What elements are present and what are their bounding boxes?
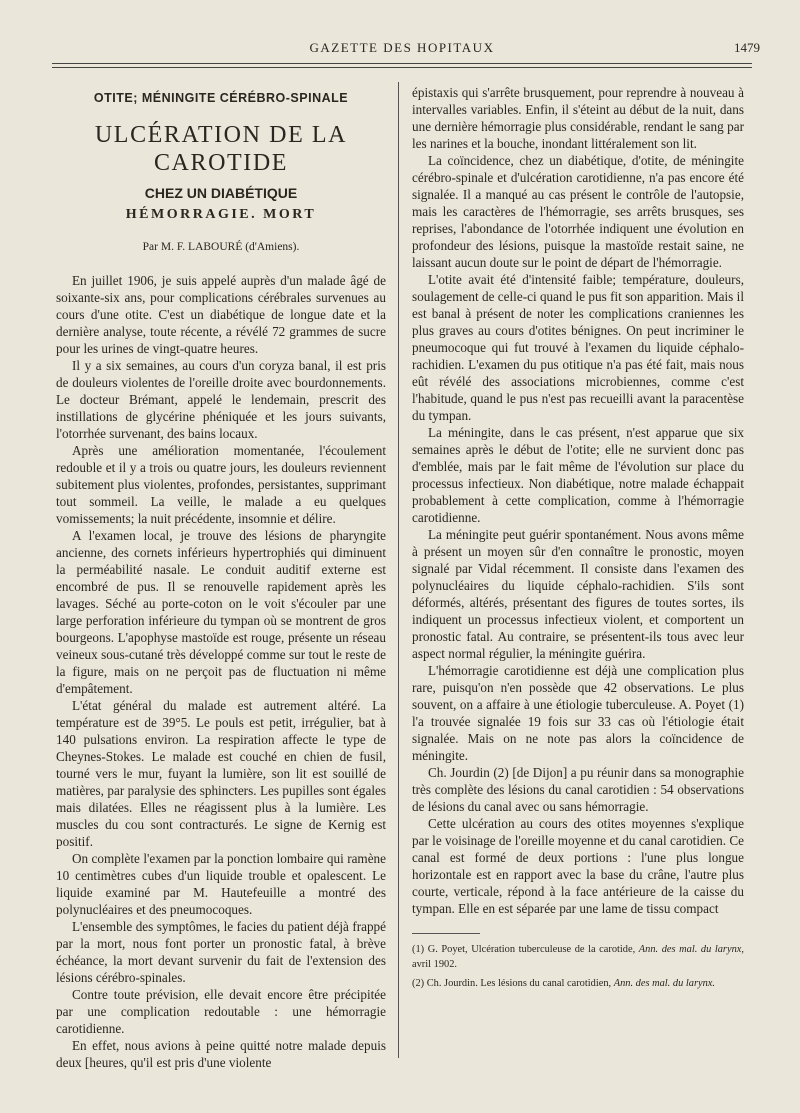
running-header: GAZETTE DES HOPITAUX (309, 40, 495, 55)
right-column (412, 84, 744, 995)
article-title: ULCÉRATION DE LA CAROTIDE (94, 122, 348, 176)
paragraph: La méningite peut guérir spontanément. Nous avons même à présent un moyen sûr d'en connaître le pronostic, moyen signalé par Vidal récemment. Il consiste dans l'examen des polynucléaires du liquide céphalo-rachidien. S'ils sont déformés, altérés, présentant des figures de toutes sortes, ils indiquent un processus infectieux violent, et comportent un pronostic fatal. Au contraire, se présentent-ils tous avec leur aspect normal régulier, la méningite guérira. (412, 527, 744, 661)
column-divider (398, 82, 399, 1058)
footnote-text: (2) Ch. Jourdin. Les lésions du canal carotidien, (412, 978, 614, 989)
footnote-2 (412, 976, 744, 991)
paragraph: Après une amélioration momentanée, l'écoulement redouble et il y a trois ou quatre jours, les douleurs reviennent subitement plus violentes, profondes, persistantes, supprimant tout sommeil. La veille, le malade a eu quelques vomissements; la nuit précédente, insomnie et délire. (56, 443, 386, 526)
header-rule (52, 63, 752, 64)
footnote-tail: avril 1902. (412, 959, 458, 970)
paragraph: L'ensemble des symptômes, le facies du patient déjà frappé par la mort, nous font porter un pronostic fatal, à brève échéance, la mort devant survenir du fait de l'extension des lésions cérébro-spinales. (56, 919, 386, 985)
paragraph: épistaxis qui s'arrête brusquement, pour reprendre à nouveau à intervalles variables. Enfin, il s'éteint au début de la nuit, dans une dernière hémorragie plus considérable, rendant le sang par les narines et la bouche, inondant littéralement son lit. (412, 85, 744, 151)
paragraph: La coïncidence, chez un diabétique, d'otite, de méningite cérébro-spinale et d'ulcération carotidienne, n'a pas encore été signalée. Il a manqué au cas présent le contrôle de l'autopsie, mais les caractères de l'hémorragie, ses arrêts brusques, ses reprises, l'abondance de l'otorrhée indiquent une évolution en profondeur des lésions, puisque la mastoïde restait saine, ne laissant aucun doute sur le point de départ de l'hémorragie. (412, 153, 744, 270)
article-subtitle-2: HÉMORRAGIE. MORT (125, 207, 317, 222)
paragraph: En juillet 1906, je suis appelé auprès d'un malade âgé de soixante-six ans, pour complications cérébrales survenues au cours d'une otite. C'est un diabétique de longue date et la dernière analyse, toute récente, a révélé 72 grammes de sucre pour les urines de vingt-quatre heures. (56, 273, 386, 356)
footnote-journal: Ann. des mal. du larynx, (638, 944, 744, 955)
footnote-journal: Ann. des mal. du larynx. (613, 978, 716, 989)
paragraph: En effet, nous avions à peine quitté notre malade depuis deux [heures, qu'il est pris d'une violente (56, 1038, 386, 1070)
paragraph: La méningite, dans le cas présent, n'est apparue que six semaines après le début de l'otite; elle ne survient donc pas d'emblée, mais par le fait même de l'évolution sur place du processus infectieux. Non diabétique, notre malade échappait probablement à cette complication, comme à l'hémorragie carotidienne. (412, 425, 744, 525)
footnote-text: (1) G. Poyet, Ulcération tuberculeuse de la carotide, (412, 944, 639, 955)
article-subtitle: CHEZ UN DIABÉTIQUE (144, 185, 298, 201)
paragraph: Cette ulcération au cours des otites moyennes s'explique par le voisinage de l'oreille moyenne et du canal carotidien. Ce canal est formé de deux portions : l'une plus longue horizontale est en rapport avec la base du crâne, l'autre plus courte, verticale, répond à la face antérieure de la caisse du tympan. Elle en est séparée par une lame de tissu compact (412, 816, 744, 916)
header-rule-double (52, 67, 752, 68)
paragraph: L'hémorragie carotidienne est déjà une complication plus rare, puisqu'on n'en possède que 42 observations. Le plus souvent, on a affaire à une étiologie tuberculeuse. A. Poyet (1) l'a trouvée signalée 19 fois sur 33 cas où l'étiologie était signalée. Mais on ne note pas alors la coïncidence de méningite. (412, 663, 744, 763)
paragraph: L'otite avait été d'intensité faible; température, douleurs, soulagement de celle-ci quand le pus fit son apparition. Mais il est banal à présent de noter les complications craniennes les plus graves au cours d'otites bénignes. On peut incriminer le pneumocoque qui fut trouvé à l'examen du liquide céphalo-rachidien. L'examen du pus otitique n'a pas été fait, mais nous eût révélé des associations microbiennes, comme c'est l'habitude, quand le pus n'est pas recueilli avant la paracentèse du tympan. (412, 272, 744, 423)
left-column (56, 84, 386, 1071)
footnote-1 (412, 942, 744, 972)
paragraph: Ch. Jourdin (2) [de Dijon] a pu réunir dans sa monographie très complète des lésions du canal carotidien : 54 observations de lésions du canal avec ou sans hémorragie. (412, 765, 744, 814)
article-kicker: OTITE; MÉNINGITE CÉRÉBRO-SPINALE (93, 91, 349, 105)
paragraph: A l'examen local, je trouve des lésions de pharyngite ancienne, des cornets inférieurs hypertrophiés qui diminuent la perméabilité nasale. Le conduit auditif externe est encombré de pus. Il se renouvelle rapidement après les lavages. Séché au porte-coton on le voit s'écouler par une large perforation inférieure du tympan où se montrent de gros bourgeons. L'apophyse mastoïde est rouge, présente un réseau veineux sous-cutané très développé comme sur tout le reste de la figure, mais on ne perçoit pas de fluctuation ni même d'empâtement. (56, 528, 386, 696)
footnote-rule (412, 933, 480, 934)
byline: Par M. F. LABOURÉ (d'Amiens). (142, 241, 300, 253)
paragraph: On complète l'examen par la ponction lombaire qui ramène 10 centimètres cubes d'un liquide trouble et opalescent. Le liquide examiné par M. Hautefeuille a montré des polynucléaires et des pneumocoques. (56, 851, 386, 917)
paragraph: Il y a six semaines, au cours d'un coryza banal, il est pris de douleurs violentes de l'oreille droite avec bourdonnements. Le docteur Brémant, appelé le lendemain, prescrit des instillations de glycérine phéniquée et les jours suivants, l'otorrhée survenant, des bains locaux. (56, 358, 386, 441)
page-number: 1479 (734, 40, 760, 55)
paragraph: Contre toute prévision, elle devait encore être précipitée par une complication redoutable : une hémorragie carotidienne. (56, 987, 386, 1036)
paragraph: L'état général du malade est autrement altéré. La température est de 39°5. Le pouls est petit, irrégulier, bat à 140 pulsations environ. La respiration affecte le type de Cheynes-Stokes. Le malade est couché en chien de fusil, tourné vers le mur, fuyant la lumière, son lit est souillé de matières, par paralysie des sphincters. Les pupilles sont égales mais dilatées. Elles ne réagissent plus à la lumière. Les muscles du cou sont contracturés. Le signe de Kernig est positif. (56, 698, 386, 849)
